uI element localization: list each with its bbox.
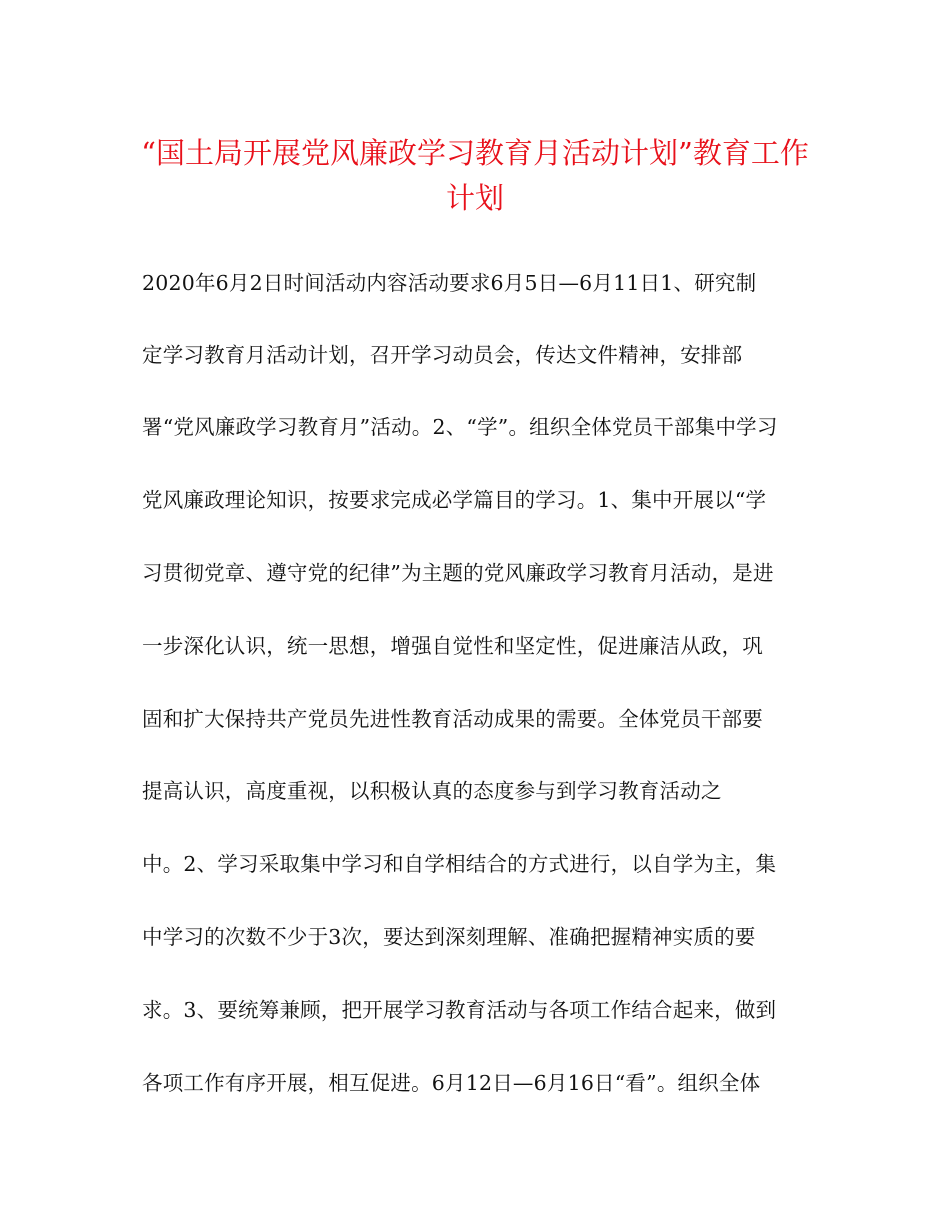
document-title-line-2: 计划 — [445, 181, 504, 215]
body-line-5: 习贯彻党章、遵守党的纪律”为主题的党风廉政学习教育月活动，是进 — [142, 561, 774, 585]
document-title-line-1: “国土局开展党风廉政学习教育月活动计划”教育工作 — [141, 136, 809, 170]
body-line-8: 提高认识，高度重视，以积极认真的态度参与到学习教育活动之 — [142, 779, 722, 803]
body-line-1: 2020年6月2日时间活动内容活动要求6月5日—6月11日1、研究制 — [142, 271, 757, 295]
body-line-12: 各项工作有序开展，相互促进。6月12日—6月16日“看”。组织全体 — [142, 1071, 761, 1095]
body-line-9: 中。2、学习采取集中学习和自学相结合的方式进行，以自学为主，集 — [142, 852, 777, 876]
body-line-4: 党风廉政理论知识，按要求完成必学篇目的学习。1、集中开展以“学 — [142, 488, 767, 512]
body-line-6: 一步深化认识，统一思想，增强自觉性和坚定性，促进廉洁从政，巩 — [142, 634, 763, 658]
body-line-11: 求。3、要统筹兼顾，把开展学习教育活动与各项工作结合起来，做到 — [142, 998, 777, 1022]
body-line-7: 固和扩大保持共产党员先进性教育活动成果的需要。全体党员干部要 — [142, 707, 763, 731]
body-line-3: 署“党风廉政学习教育月”活动。2、“学”。组织全体党员干部集中学习 — [142, 415, 778, 439]
body-line-10: 中学习的次数不少于3次，要达到深刻理解、准确把握精神实质的要 — [142, 925, 756, 949]
body-line-2: 定学习教育月活动计划，召开学习动员会，传达文件精神，安排部 — [142, 343, 743, 367]
